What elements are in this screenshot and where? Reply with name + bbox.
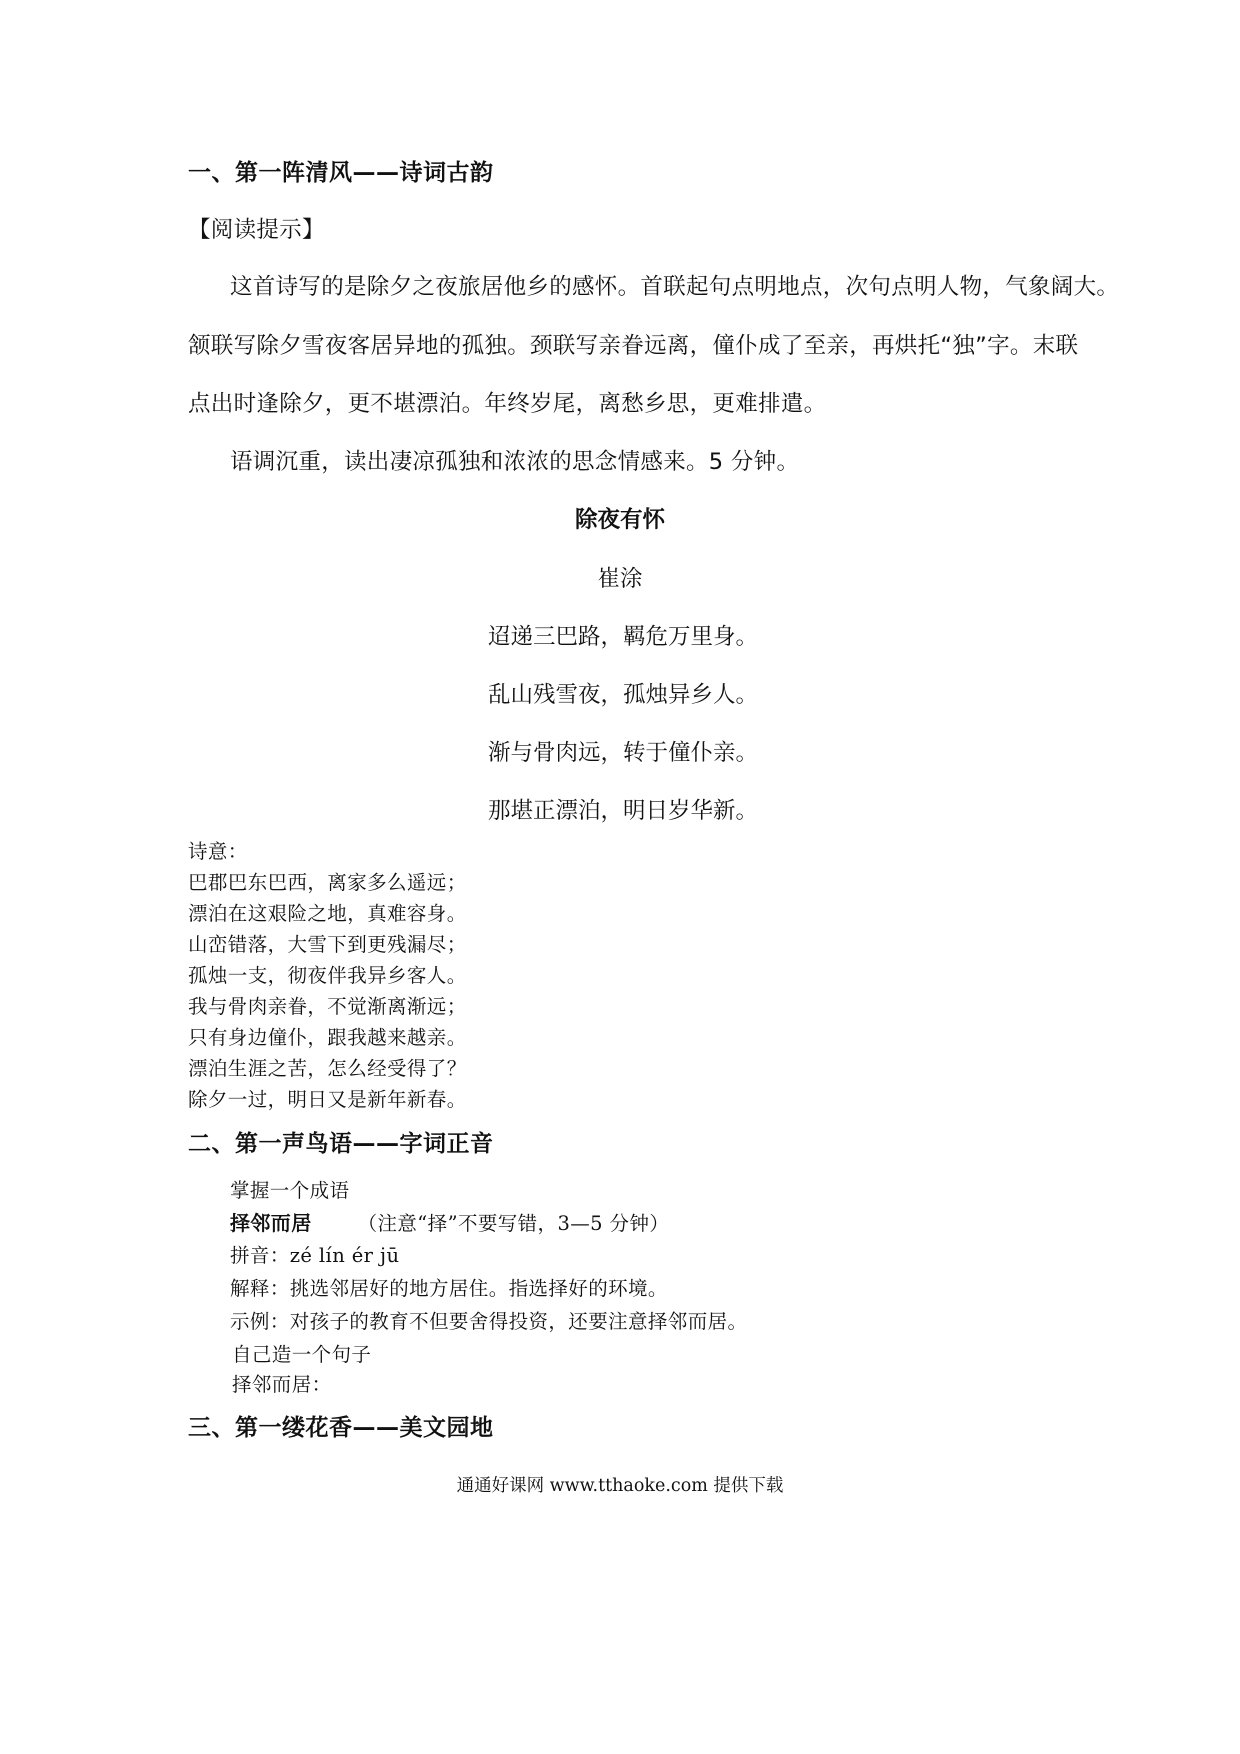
idiom-intro: 掌握一个成语: [230, 1179, 350, 1202]
reading-hint-label: 【阅读提示】: [188, 217, 325, 243]
intro-paragraph-line-3: 点出时逢除夕，更不堪漂泊。年终岁尾，离愁乡思，更难排遣。: [188, 391, 827, 417]
sentence-task: 自己造一个句子: [232, 1343, 372, 1366]
poem-meaning-line-6: 只有身边僮仆，跟我越来越亲。: [188, 1026, 467, 1049]
poem-meaning-line-4: 孤烛一支，彻夜伴我异乡客人。: [188, 964, 467, 987]
explanation-row: [230, 1273, 668, 1301]
intro-paragraph-line-2: 颔联写除夕雪夜客居异地的孤独。颈联写亲眷远离，僮仆成了至亲，再烘托“独”字。末联: [188, 333, 1079, 359]
section1-heading: 一、第一阵清风——诗词古韵: [188, 160, 494, 186]
intro-paragraph-line-1: 这首诗写的是除夕之夜旅居他乡的感怀。首联起句点明地点，次句点明人物，气象阔大。: [230, 274, 1120, 300]
poem-line-1: 迢递三巴路，羁危万里身。: [488, 624, 759, 650]
poem-meaning-line-1: 巴郡巴东巴西，离家多么遥远；: [188, 871, 467, 894]
idiom-note: （注意“择”不要写错，3—5 分钟）: [357, 1212, 670, 1235]
poem-meaning-label: 诗意：: [188, 840, 248, 863]
section2-heading: 二、第一声鸟语——字词正音: [188, 1131, 494, 1157]
poem-line-4: 那堪正漂泊，明日岁华新。: [488, 798, 759, 824]
sentence-task-prefix: 择邻而居：: [232, 1373, 332, 1396]
example-value: 对孩子的教育不但要舍得投资，还要注意择邻而居。: [289, 1310, 748, 1333]
example-label: 示例：: [230, 1310, 290, 1333]
poem-meaning-line-8: 除夕一过，明日又是新年新春。: [188, 1088, 467, 1111]
poem-meaning-line-5: 我与骨肉亲眷，不觉渐离渐远；: [188, 995, 467, 1018]
poem-line-2: 乱山残雪夜，孤烛异乡人。: [488, 682, 759, 708]
pinyin-value: zé lín ér jū: [289, 1244, 400, 1267]
poem-line-3: 渐与骨肉远，转于僮仆亲。: [488, 740, 759, 766]
idiom-row: [230, 1207, 669, 1236]
poem-author: 崔涂: [597, 566, 643, 592]
reading-instruction: 语调沉重，读出凄凉孤独和浓浓的思念情感来。5 分钟。: [230, 449, 800, 475]
example-row: [230, 1306, 747, 1334]
poem-title: 除夜有怀: [574, 507, 665, 533]
pinyin-row: [230, 1240, 399, 1268]
pinyin-label: 拼音：: [230, 1244, 290, 1267]
footer-download-note: 通通好课网 www.tthaoke.com 提供下载: [456, 1476, 784, 1496]
poem-meaning-line-3: 山峦错落，大雪下到更残漏尽；: [188, 933, 467, 956]
poem-meaning-line-7: 漂泊生涯之苦，怎么经受得了？: [188, 1057, 467, 1080]
section3-heading: 三、第一缕花香——美文园地: [188, 1415, 494, 1441]
poem-meaning-line-2: 漂泊在这艰险之地，真难容身。: [188, 902, 467, 925]
idiom-term: 择邻而居: [230, 1211, 312, 1235]
explanation-value: 挑选邻居好的地方居住。指选择好的环境。: [289, 1277, 668, 1300]
explanation-label: 解释：: [230, 1277, 290, 1300]
